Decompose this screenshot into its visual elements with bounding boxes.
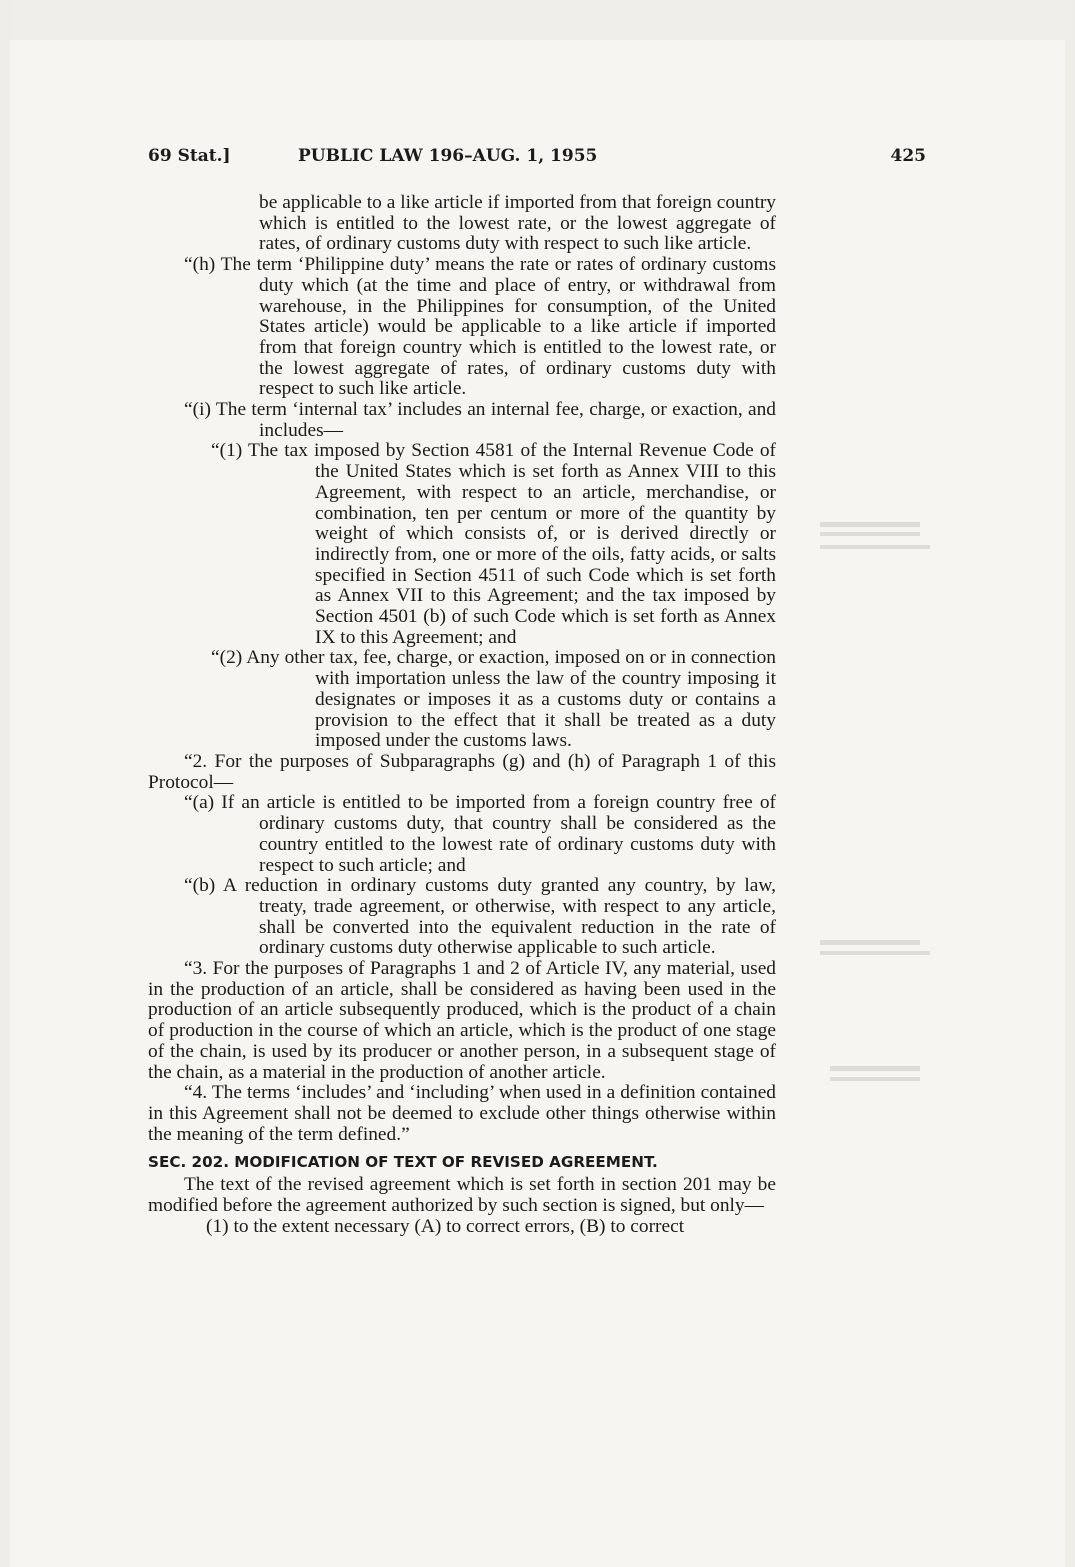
subparagraph-2a-text: If an article is entitled to be imported from a foreign country free of ordinary customs duty, that country shall be considered as the country entitled to the lowest rate of ordinary customs duty with respect to such article; and [221, 792, 776, 876]
subparagraph-h-text: The term ‘Philippine duty’ means the rate or rates of ordinary customs duty which (at the time and place of entry, or withdrawal from warehouse, in the Philippines for consumption, of the United States article) would be applicable to a like article if imported from that foreign country which is entitled to the lowest rate, or the lowest aggregate of rates, of ordinary customs duty with respect to such like article. [220, 254, 776, 400]
clause-1-text: (1) to the extent necessary (A) to correct errors, (B) to correct [206, 1215, 685, 1237]
subparagraph-h-label: “(h) [184, 254, 216, 276]
subparagraph-i [148, 400, 776, 441]
statute-volume: 69 Stat.] [148, 146, 231, 166]
subparagraph-i-text: The term ‘internal tax’ includes an internal fee, charge, or exaction, and includes— [215, 399, 777, 441]
subparagraph-2a-label: “(a) [184, 792, 215, 814]
page-number: 425 [890, 146, 926, 166]
paragraph-3: “3. For the purposes of Paragraphs 1 and 2 of Article IV, any material, used in the production of an article, shall be considered as having been used in the production of an article subsequently produced, which is the product of a chain of production in the course of which an article, which is the product of one stage of the chain, is used by its producer or another person, in a subsequent stage of the chain, as a material in the production of another article. [148, 958, 776, 1083]
clause-i-2 [148, 648, 776, 752]
paragraph-4: “4. The terms ‘includes’ and ‘including’ when used in a definition contained in this Agreement shall not be deemed to exclude other things otherwise within the meaning of the term defined.” [148, 1082, 776, 1145]
subparagraph-h [148, 255, 776, 400]
subparagraph-2a [148, 793, 776, 876]
clause-i-2-text: Any other tax, fee, charge, or exaction, imposed on or in connection with importation unless the law of the country imposing it designates or imposes it as a customs duty or contains a provision to the effect that it shall be treated as a duty imposed under the customs laws. [246, 647, 776, 752]
subparagraph-2b [148, 876, 776, 959]
clause-i-1 [148, 441, 776, 648]
subparagraph-2b-label: “(b) [184, 875, 216, 897]
paragraph-2: “2. For the purposes of Subparagraphs (g) and (h) of Paragraph 1 of this Protocol— [148, 750, 776, 793]
clause-i-1-label: “(1) [211, 440, 243, 462]
section-202-text: The text of the revised agreement which is set forth in section 201 may be modified before the agreement authorized by such section is signed, but only— [148, 1174, 776, 1217]
clause-i-2-label: “(2) [211, 647, 243, 669]
page-header [148, 146, 926, 172]
running-title: PUBLIC LAW 196–AUG. 1, 1955 [298, 146, 598, 166]
section-heading: SEC. 202. MODIFICATION OF TEXT OF REVISED AGREEMENT. [148, 1153, 658, 1172]
subparagraph-2b-text: A reduction in ordinary customs duty granted any country, by law, treaty, trade agreement, or otherwise, with respect to any article, shall be converted into the equivalent reduction in the rate of ordinary customs duty otherwise applicable to such article. [222, 875, 776, 959]
clause-i-1-text: The tax imposed by Section 4581 of the Internal Revenue Code of the United States which is set forth as Annex VIII to this Agreement, with respect to an article, merchandise, or combination, ten per centum or more of the quantity by weight of which consists of, or is derived directly or indirectly from, one or more of the oils, fatty acids, or salts specified in Section 4511 of such Code which is set forth as Annex VII to this Agreement; and the tax imposed by Section 4501 (b) of such Code which is set forth as Annex IX to this Agreement; and [247, 440, 776, 648]
paragraph-g-continuation: be applicable to a like article if imported from that foreign country which is entitled to the lowest rate, or the lowest aggregate of rates, of ordinary customs duty with respect to such like article. [259, 192, 776, 255]
statute-text [148, 193, 776, 1237]
subparagraph-i-label: “(i) [184, 399, 211, 421]
